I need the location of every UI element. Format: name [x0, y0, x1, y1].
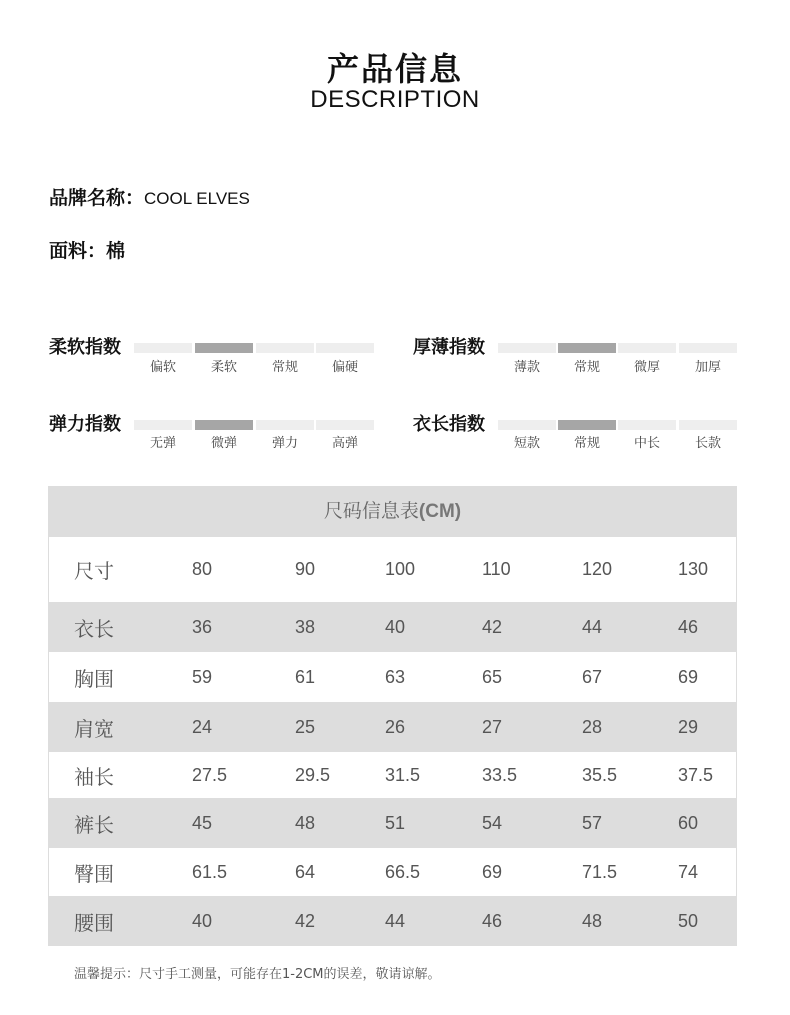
length-index-label: 衣长指数	[413, 414, 485, 435]
fabric-line	[49, 236, 125, 263]
elasticity-bar-1	[134, 420, 192, 430]
length-option: 短款	[513, 436, 540, 451]
brand-line	[49, 183, 250, 210]
length-bar-2	[558, 420, 616, 430]
table-row	[49, 896, 736, 946]
elasticity-option: 弹力	[271, 436, 298, 451]
softness-index-label: 柔软指数	[49, 337, 121, 358]
table-cell: 69	[678, 666, 699, 687]
page-title-cn: 产品信息	[326, 50, 463, 88]
table-cell: 27	[482, 716, 503, 737]
thickness-option: 常规	[573, 360, 600, 375]
table-cell: 29.5	[295, 764, 331, 785]
length-option: 常规	[573, 436, 600, 451]
row-name: 袖长	[74, 764, 114, 789]
table-cell: 40	[192, 910, 213, 931]
table-cell: 130	[678, 559, 709, 579]
row-name: 衣长	[74, 616, 114, 641]
fabric-value: 棉	[106, 240, 126, 262]
table-cell: 48	[295, 812, 316, 833]
softness-option: 柔软	[210, 360, 237, 375]
table-cell: 67	[582, 666, 603, 687]
elasticity-bar-2	[195, 420, 253, 430]
table-cell: 36	[192, 616, 213, 637]
table-cell: 42	[482, 616, 503, 637]
softness-bar-4	[316, 343, 374, 353]
table-cell: 110	[482, 559, 511, 579]
table-cell: 38	[295, 616, 316, 637]
table-cell: 40	[385, 616, 406, 637]
footnote: 温馨提示：尺寸手工测量，可能存在1-2CM的误差，敬请谅解。	[74, 967, 441, 982]
thickness-bar-1	[498, 343, 556, 353]
table-cell: 44	[582, 616, 603, 637]
softness-bar-1	[134, 343, 192, 353]
softness-bar-2	[195, 343, 253, 353]
table-row	[49, 602, 736, 652]
softness-bar-3	[256, 343, 314, 353]
table-cell: 42	[295, 910, 316, 931]
thickness-option: 薄款	[513, 360, 540, 375]
table-cell: 48	[582, 910, 603, 931]
softness-option: 常规	[271, 360, 298, 375]
table-cell: 57	[582, 812, 603, 833]
row-name: 肩宽	[74, 716, 114, 741]
thickness-bar-2	[558, 343, 616, 353]
size-table-title	[48, 486, 737, 537]
table-cell: 59	[192, 666, 213, 687]
table-row	[49, 702, 736, 752]
thickness-bar-4	[679, 343, 737, 353]
elasticity-option: 无弹	[149, 436, 176, 451]
elasticity-option: 高弹	[331, 436, 358, 451]
size-table-title-text: 尺码信息表	[323, 500, 419, 522]
elasticity-bar-3	[256, 420, 314, 430]
table-cell: 35.5	[582, 764, 618, 785]
table-cell: 61.5	[192, 861, 228, 882]
size-table-unit: (CM)	[418, 501, 462, 522]
table-cell: 51	[385, 812, 406, 833]
table-cell: 37.5	[678, 764, 714, 785]
table-cell: 54	[482, 812, 503, 833]
table-cell: 29	[678, 716, 699, 737]
table-cell: 46	[482, 910, 503, 931]
row-name: 臀围	[74, 861, 114, 886]
table-cell: 80	[192, 559, 213, 579]
softness-option: 偏软	[149, 360, 176, 375]
table-cell: 46	[678, 616, 699, 637]
table-cell: 27.5	[192, 764, 228, 785]
thickness-index-label: 厚薄指数	[413, 337, 485, 358]
length-option: 长款	[694, 436, 721, 451]
table-cell: 64	[295, 861, 316, 882]
table-cell: 61	[295, 666, 316, 687]
table-cell: 65	[482, 666, 503, 687]
elasticity-option: 微弹	[210, 436, 237, 451]
row-name: 胸围	[74, 666, 114, 691]
table-row	[49, 848, 736, 896]
table-cell: 66.5	[385, 861, 421, 882]
length-bar-1	[498, 420, 556, 430]
table-cell: 25	[295, 716, 316, 737]
table-cell: 100	[385, 559, 416, 579]
table-row	[49, 537, 736, 602]
length-bar-3	[618, 420, 676, 430]
table-row	[49, 752, 736, 798]
size-table	[48, 486, 737, 946]
table-cell: 44	[385, 910, 406, 931]
table-cell: 45	[192, 812, 213, 833]
length-option: 中长	[633, 436, 660, 451]
table-row	[49, 652, 736, 702]
table-cell: 28	[582, 716, 603, 737]
row-name: 腰围	[74, 910, 114, 935]
elasticity-bar-4	[316, 420, 374, 430]
thickness-bar-3	[618, 343, 676, 353]
table-cell: 60	[678, 812, 699, 833]
page-title-en: DESCRIPTION	[310, 86, 480, 113]
table-cell: 33.5	[482, 764, 518, 785]
row-name: 裤长	[74, 812, 114, 837]
table-row	[49, 798, 736, 848]
table-cell: 71.5	[582, 861, 618, 882]
length-bar-4	[679, 420, 737, 430]
table-cell: 74	[678, 861, 699, 882]
table-cell: 63	[385, 666, 406, 687]
table-cell: 31.5	[385, 764, 421, 785]
table-cell: 26	[385, 716, 406, 737]
table-cell: 69	[482, 861, 503, 882]
fabric-label: 面料：	[49, 240, 107, 262]
thickness-option: 加厚	[694, 360, 721, 375]
thickness-option: 微厚	[633, 360, 660, 375]
table-cell: 50	[678, 910, 699, 931]
brand-label: 品牌名称：	[49, 187, 145, 209]
table-cell: 90	[295, 559, 316, 579]
brand-value: COOL ELVES	[144, 189, 250, 208]
table-cell: 24	[192, 716, 213, 737]
table-cell: 120	[582, 559, 613, 579]
softness-option: 偏硬	[331, 360, 358, 375]
elasticity-index-label: 弹力指数	[49, 414, 121, 435]
row-name: 尺寸	[74, 559, 114, 583]
